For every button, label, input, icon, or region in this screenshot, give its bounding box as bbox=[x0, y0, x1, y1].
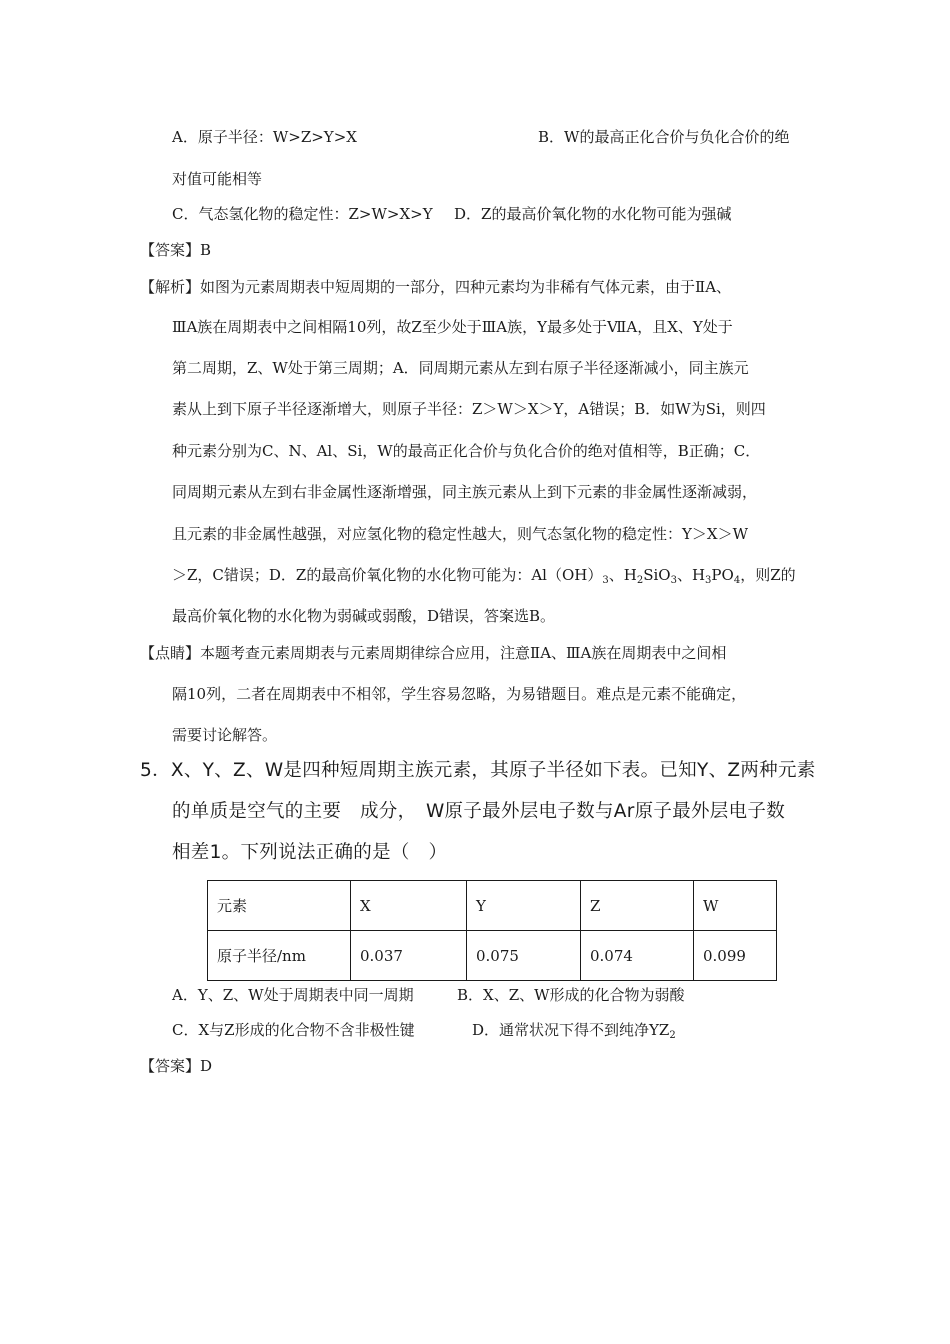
q5-option-c: C．X与Z形成的化合物不含非极性键 bbox=[172, 1021, 415, 1039]
subscript: 3 bbox=[670, 575, 677, 586]
table-cell: 元素 bbox=[208, 881, 351, 931]
subscript: 3 bbox=[602, 575, 609, 586]
q4-analysis-line: 第二周期，Z、W处于第三周期；A．同周期元素从左到右原子半径逐渐减小，同主族元 bbox=[172, 359, 749, 377]
formula-text: SiO bbox=[643, 566, 671, 584]
q4-comment-line: 【点睛】本题考查元素周期表与元素周期律综合应用，注意ⅡA、ⅢA族在周期表中之间相 bbox=[140, 644, 727, 662]
formula-text: 、H bbox=[676, 566, 706, 584]
q4-option-c: C．气态氢化物的稳定性：Z>W>X>Y bbox=[172, 205, 433, 223]
q4-comment-line: 隔10列，二者在周期表中不相邻，学生容易忽略，为易错题目。难点是元素不能确定， bbox=[172, 685, 747, 703]
q4-option-a: A．原子半径：W>Z>Y>X bbox=[172, 128, 357, 146]
q4-analysis-line: 素从上到下原子半径逐渐增大，则原子半径：Z＞W＞X＞Y，A错误；B．如W为Si，则四 bbox=[172, 400, 766, 418]
q4-option-d: D．Z的最高价氧化物的水化物可能为强碱 bbox=[454, 205, 732, 223]
formula-text: PO bbox=[711, 566, 734, 584]
q5-option-d bbox=[472, 1020, 676, 1040]
table-row bbox=[208, 881, 777, 931]
table-row bbox=[208, 931, 777, 981]
subscript: 2 bbox=[669, 1030, 676, 1041]
q5-stem-line: 5．X、Y、Z、W是四种短周期主族元素，其原子半径如下表。已知Y、Z两种元素 bbox=[140, 760, 816, 781]
subscript: 4 bbox=[733, 575, 741, 586]
q4-analysis-line: 同周期元素从左到右非金属性逐渐增强，同主族元素从上到下元素的非金属性逐渐减弱， bbox=[172, 483, 758, 501]
q4-analysis-line: ⅢA族在周期表中之间相隔10列，故Z至少处于ⅢA族，Y最多处于ⅦA，且X、Y处于 bbox=[172, 318, 733, 336]
q4-analysis-line: 【解析】如图为元素周期表中短周期的一部分，四种元素均为非稀有气体元素，由于ⅡA、 bbox=[140, 278, 732, 296]
table-cell: 0.037 bbox=[351, 931, 467, 981]
table-cell: 原子半径/nm bbox=[208, 931, 351, 981]
atomic-radius-table bbox=[207, 880, 777, 981]
formula-text: 、H bbox=[608, 566, 637, 584]
q4-analysis-line: 种元素分别为C、N、Al、Si，W的最高正化合价与负化合价的绝对值相等，B正确；C． bbox=[172, 442, 761, 460]
q4-analysis-formula-line bbox=[172, 565, 796, 585]
formula-text: ，则Z的 bbox=[740, 566, 796, 584]
q5-stem-line: 的单质是空气的主要 成分， W原子最外层电子数与Ar原子最外层电子数 bbox=[172, 801, 786, 822]
subscript: 3 bbox=[705, 575, 712, 586]
table-cell: 0.074 bbox=[581, 931, 694, 981]
q4-option-b: B．W的最高正化合价与负化合价的绝 bbox=[538, 128, 790, 146]
table-cell: 0.099 bbox=[694, 931, 777, 981]
table-cell: X bbox=[351, 881, 467, 931]
table-cell: Y bbox=[467, 881, 581, 931]
option-d-text: D．通常状况下得不到纯净YZ bbox=[472, 1021, 670, 1039]
subscript: 2 bbox=[636, 575, 644, 586]
q5-stem-line: 相差1。下列说法正确的是（ ） bbox=[172, 842, 448, 863]
q4-analysis-line: 最高价氧化物的水化物为弱碱或弱酸，D错误，答案选B。 bbox=[172, 607, 556, 625]
q5-answer: 【答案】D bbox=[140, 1057, 213, 1075]
formula-text: ＞Z，C错误；D．Z的最高价氧化物的水化物可能为：Al（OH） bbox=[172, 566, 603, 584]
q4-answer: 【答案】B bbox=[140, 241, 212, 259]
q5-option-a: A．Y、Z、W处于周期表中同一周期 bbox=[172, 986, 414, 1004]
q4-comment-line: 需要讨论解答。 bbox=[172, 726, 278, 744]
table-cell: W bbox=[694, 881, 777, 931]
q4-option-b-cont: 对值可能相等 bbox=[172, 170, 263, 188]
table-cell: Z bbox=[581, 881, 694, 931]
q4-analysis-line: 且元素的非金属性越强，对应氢化物的稳定性越大，则气态氢化物的稳定性：Y＞X＞W bbox=[172, 525, 749, 543]
table-cell: 0.075 bbox=[467, 931, 581, 981]
q5-option-b: B．X、Z、W形成的化合物为弱酸 bbox=[457, 986, 685, 1004]
